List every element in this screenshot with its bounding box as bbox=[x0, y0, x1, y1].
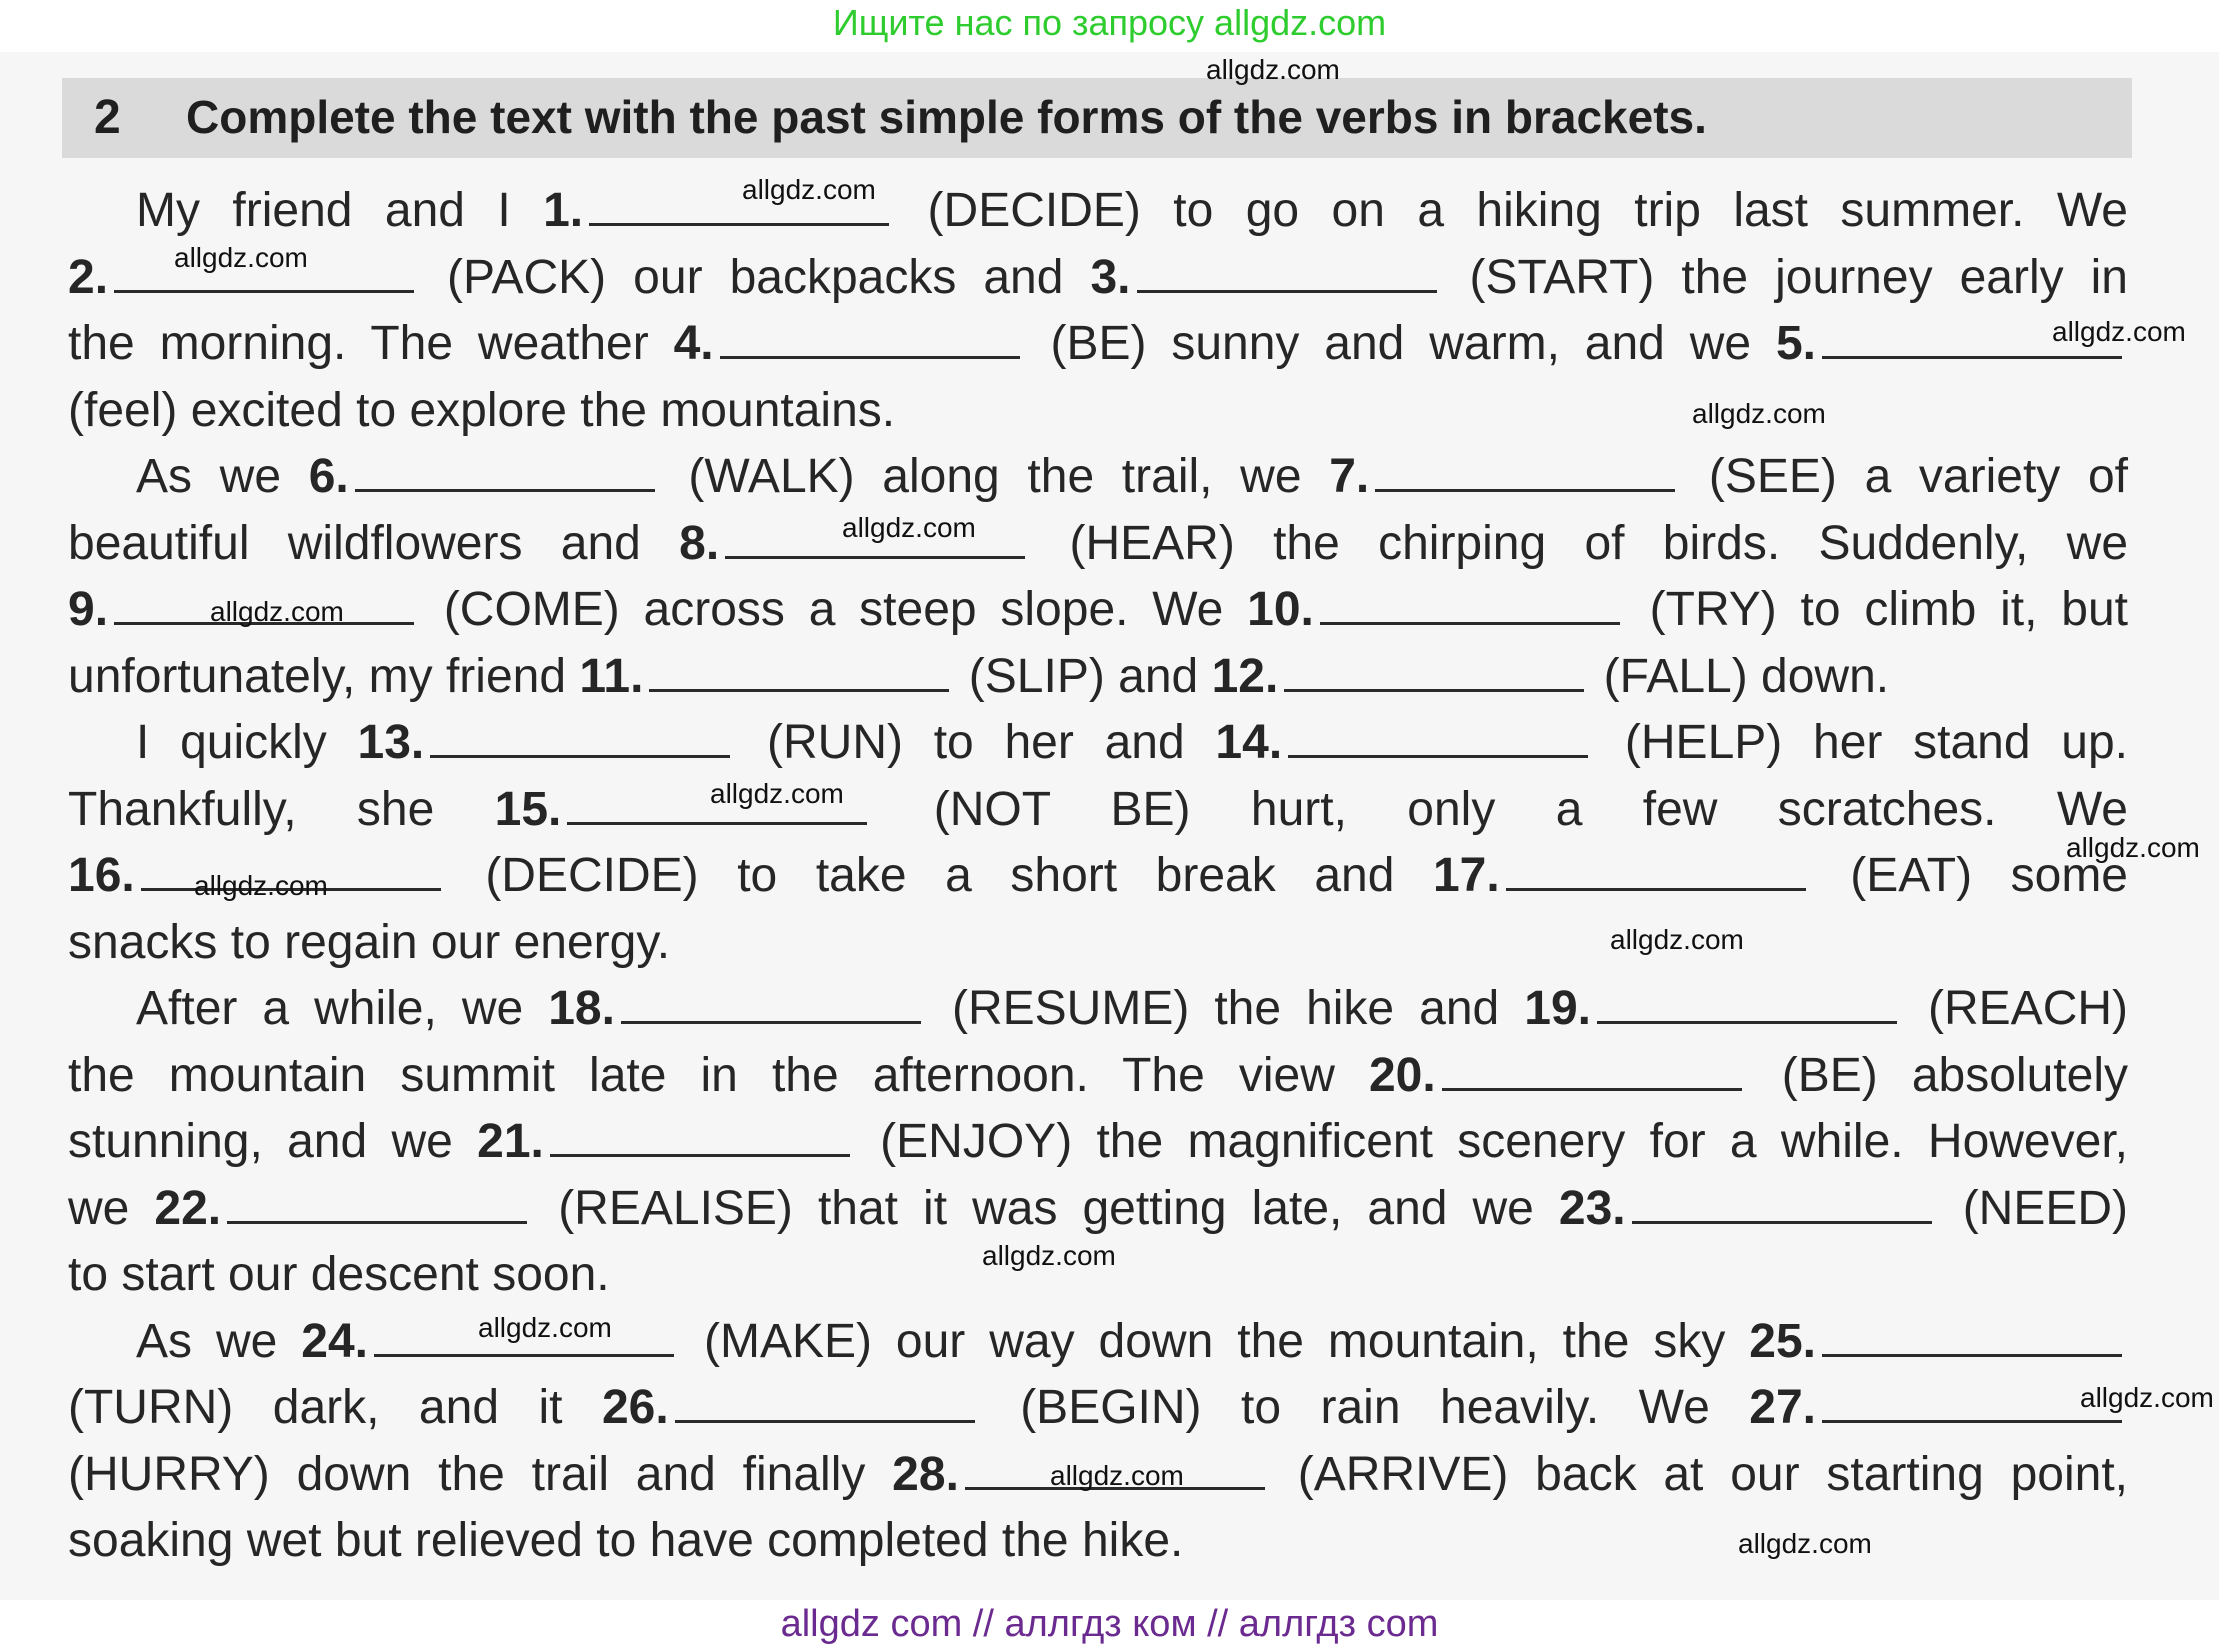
gap-number: 24. bbox=[301, 1314, 369, 1368]
answer-blank[interactable] bbox=[1320, 582, 1620, 625]
text-segment bbox=[981, 1381, 1020, 1434]
text-segment: (NOT BE) hurt, only a few scratches. We bbox=[933, 782, 2129, 836]
text-segment: (START) the journey early in bbox=[1469, 250, 2128, 304]
gap-number: 9. bbox=[68, 583, 109, 636]
answer-blank[interactable] bbox=[1375, 449, 1675, 492]
text-segment bbox=[927, 982, 952, 1035]
gap-number: 15. bbox=[494, 782, 562, 836]
text-segment: (FALL) down. bbox=[1603, 649, 1890, 703]
text-segment: to start our descent soon. bbox=[68, 1248, 610, 1301]
text-segment bbox=[1590, 650, 1603, 703]
gap-number: 10. bbox=[1247, 583, 1314, 636]
watermark: allgdz.com bbox=[2052, 316, 2186, 347]
text-segment: (RESUME) the hike and bbox=[951, 982, 1525, 1035]
text-segment: soaking wet but relieved to have completed the hike. bbox=[68, 1514, 1184, 1567]
text-segment: we bbox=[68, 1181, 155, 1235]
text-line bbox=[68, 1309, 2128, 1376]
answer-blank[interactable] bbox=[1506, 848, 1806, 891]
text-segment: (TRY) to climb it, but bbox=[1649, 583, 2128, 636]
text-segment bbox=[895, 184, 927, 237]
text-segment: (ENJOY) the magnificent scenery for a while. However, bbox=[880, 1115, 2128, 1168]
text-segment: (HELP) her stand up. bbox=[1624, 716, 2129, 769]
text-segment bbox=[680, 1315, 704, 1368]
answer-blank[interactable] bbox=[1632, 1181, 1932, 1224]
answer-blank[interactable] bbox=[649, 649, 949, 692]
gap-number: 21. bbox=[477, 1115, 544, 1168]
gap-number: 5. bbox=[1775, 317, 1816, 370]
watermark: allgdz.com bbox=[982, 1240, 1116, 1271]
gap-number: 28. bbox=[892, 1447, 959, 1501]
text-segment: As we bbox=[136, 1314, 302, 1368]
text-segment bbox=[955, 650, 968, 703]
gap-number: 22. bbox=[154, 1181, 222, 1235]
text-segment: (DECIDE) to take a short break and bbox=[485, 849, 1433, 902]
text-segment bbox=[533, 1182, 558, 1235]
watermark: allgdz.com bbox=[1610, 924, 1744, 955]
watermark: allgdz.com bbox=[1738, 1528, 1872, 1559]
watermark: allgdz.com bbox=[194, 870, 328, 901]
gap-number: 26. bbox=[601, 1381, 669, 1434]
answer-blank[interactable] bbox=[1597, 981, 1897, 1024]
answer-blank[interactable] bbox=[227, 1181, 527, 1224]
text-segment: (feel) excited to explore the mountains. bbox=[68, 383, 896, 437]
text-segment bbox=[1812, 849, 1851, 902]
watermark: allgdz.com bbox=[174, 242, 308, 273]
watermark: allgdz.com bbox=[842, 512, 976, 543]
answer-blank[interactable] bbox=[1442, 1048, 1742, 1091]
text-line bbox=[68, 710, 2128, 777]
gap-number: 17. bbox=[1432, 849, 1500, 902]
task-header bbox=[62, 78, 2132, 158]
answer-blank[interactable] bbox=[355, 449, 655, 492]
text-segment: (EAT) some bbox=[1850, 849, 2129, 902]
gap-number: 2. bbox=[68, 250, 109, 304]
gap-number: 14. bbox=[1215, 716, 1283, 769]
text-segment: (SEE) a variety of bbox=[1708, 450, 2129, 503]
text-line bbox=[68, 976, 2128, 1043]
text-segment: (MAKE) our way down the mountain, the sky bbox=[703, 1314, 1750, 1368]
text-segment bbox=[1626, 583, 1650, 636]
text-segment bbox=[420, 251, 447, 304]
text-segment: (PACK) our backpacks and bbox=[447, 250, 1091, 304]
top-banner: Ищите нас по запросу allgdz.com bbox=[832, 2, 1387, 43]
text-segment: I quickly bbox=[136, 716, 358, 769]
text-segment bbox=[447, 849, 486, 902]
text-segment: (REALISE) that it was getting late, and we bbox=[558, 1181, 1559, 1235]
text-segment: stunning, and we bbox=[68, 1115, 478, 1168]
text-line bbox=[68, 511, 2128, 578]
text-line bbox=[68, 1176, 2128, 1243]
task-number: 2 bbox=[94, 91, 121, 144]
text-line bbox=[68, 644, 2128, 711]
task-title: Complete the text with the past simple forms of the verbs in brackets. bbox=[186, 91, 1707, 143]
text-segment: (TURN) dark, and it bbox=[68, 1381, 602, 1434]
answer-blank[interactable] bbox=[1284, 649, 1584, 692]
text-segment: beautiful wildflowers and bbox=[68, 516, 680, 570]
gap-number: 12. bbox=[1211, 649, 1279, 703]
text-segment bbox=[873, 783, 933, 836]
watermark: allgdz.com bbox=[210, 596, 344, 627]
answer-blank[interactable] bbox=[621, 981, 921, 1024]
text-segment: unfortunately, my friend bbox=[68, 649, 580, 703]
text-segment: Thankfully, she bbox=[68, 782, 495, 836]
gap-number: 4. bbox=[673, 317, 714, 370]
text-segment bbox=[736, 716, 767, 769]
text-segment: As we bbox=[136, 450, 309, 503]
text-segment: snacks to regain our energy. bbox=[68, 915, 671, 969]
text-segment bbox=[856, 1115, 880, 1168]
text-segment: (WALK) along the trail, we bbox=[688, 450, 1330, 503]
gap-number: 13. bbox=[357, 716, 425, 769]
gap-number: 27. bbox=[1749, 1381, 1817, 1434]
exercise-text bbox=[68, 178, 2128, 1575]
text-segment bbox=[1938, 1182, 1963, 1235]
gap-number: 6. bbox=[308, 450, 349, 503]
answer-blank[interactable] bbox=[1822, 1314, 2122, 1357]
gap-number: 8. bbox=[679, 516, 720, 570]
gap-number: 23. bbox=[1558, 1181, 1626, 1235]
text-segment bbox=[1903, 982, 1928, 1035]
answer-blank[interactable] bbox=[1822, 1380, 2122, 1423]
watermark: allgdz.com bbox=[710, 778, 844, 809]
gap-number: 7. bbox=[1329, 450, 1370, 503]
answer-blank[interactable] bbox=[675, 1380, 975, 1423]
text-segment bbox=[1443, 251, 1470, 304]
text-segment bbox=[1026, 317, 1051, 370]
text-segment: (BE) absolutely bbox=[1781, 1048, 2128, 1102]
text-segment: (HURRY) down the trail and finally bbox=[68, 1447, 893, 1501]
text-line bbox=[68, 311, 2128, 378]
text-line bbox=[68, 1375, 2128, 1442]
gap-number: 18. bbox=[548, 982, 615, 1035]
answer-blank[interactable] bbox=[720, 316, 1020, 359]
text-segment bbox=[1681, 450, 1709, 503]
gap-number: 11. bbox=[579, 649, 644, 703]
answer-blank[interactable] bbox=[550, 1114, 850, 1157]
watermark: allgdz.com bbox=[2080, 1382, 2214, 1413]
text-line bbox=[68, 444, 2128, 511]
text-segment: (BE) sunny and warm, and we bbox=[1050, 317, 1776, 370]
text-segment bbox=[1271, 1448, 1298, 1501]
text-line bbox=[68, 1109, 2128, 1176]
text-segment: (BEGIN) to rain heavily. We bbox=[1020, 1381, 1750, 1434]
text-segment: (SLIP) and bbox=[968, 649, 1212, 703]
text-segment bbox=[420, 583, 444, 636]
gap-number: 1. bbox=[543, 184, 584, 237]
text-segment: (REACH) bbox=[1928, 982, 2129, 1035]
textbook-page bbox=[0, 52, 2219, 1600]
gap-number: 19. bbox=[1524, 982, 1591, 1035]
text-segment bbox=[1748, 1049, 1782, 1102]
text-line bbox=[68, 178, 2128, 245]
text-segment: (NEED) bbox=[1962, 1181, 2129, 1235]
text-segment: (ARRIVE) back at our starting point, bbox=[1297, 1447, 2128, 1501]
text-segment bbox=[1031, 517, 1069, 570]
gap-number: 25. bbox=[1749, 1314, 1817, 1368]
watermark: allgdz.com bbox=[478, 1312, 612, 1343]
text-segment: (COME) across a steep slope. We bbox=[443, 583, 1248, 636]
text-segment: (DECIDE) to go on a hiking trip last summer. We bbox=[927, 184, 2128, 237]
watermark: allgdz.com bbox=[1206, 54, 1340, 85]
text-line bbox=[68, 577, 2128, 644]
text-segment: the mountain summit late in the afternoon. The view bbox=[68, 1048, 1369, 1102]
gap-number: 20. bbox=[1368, 1048, 1436, 1102]
watermark: allgdz.com bbox=[742, 174, 876, 205]
answer-blank[interactable] bbox=[1288, 715, 1588, 758]
watermark: allgdz.com bbox=[1050, 1460, 1184, 1491]
text-segment: My friend and I bbox=[136, 184, 544, 237]
gap-number: 3. bbox=[1090, 250, 1131, 304]
text-segment: the morning. The weather bbox=[68, 317, 674, 370]
text-segment bbox=[661, 450, 689, 503]
text-segment: (RUN) to her and bbox=[767, 716, 1216, 769]
answer-blank[interactable] bbox=[1137, 250, 1437, 293]
text-segment: After a while, we bbox=[136, 982, 549, 1035]
text-segment: (HEAR) the chirping of birds. Suddenly, we bbox=[1069, 516, 2129, 570]
text-line bbox=[68, 245, 2128, 312]
text-line bbox=[68, 777, 2128, 844]
text-line bbox=[68, 910, 2128, 977]
gap-number: 16. bbox=[68, 849, 135, 902]
watermark: allgdz.com bbox=[1692, 398, 1826, 429]
answer-blank[interactable] bbox=[430, 715, 730, 758]
text-line bbox=[68, 843, 2128, 910]
text-segment bbox=[1594, 716, 1625, 769]
watermark: allgdz.com bbox=[2066, 832, 2200, 863]
bottom-banner: allgdz com // аллгдз ком // аллгдз com bbox=[0, 1600, 2219, 1651]
text-line bbox=[68, 1043, 2128, 1110]
